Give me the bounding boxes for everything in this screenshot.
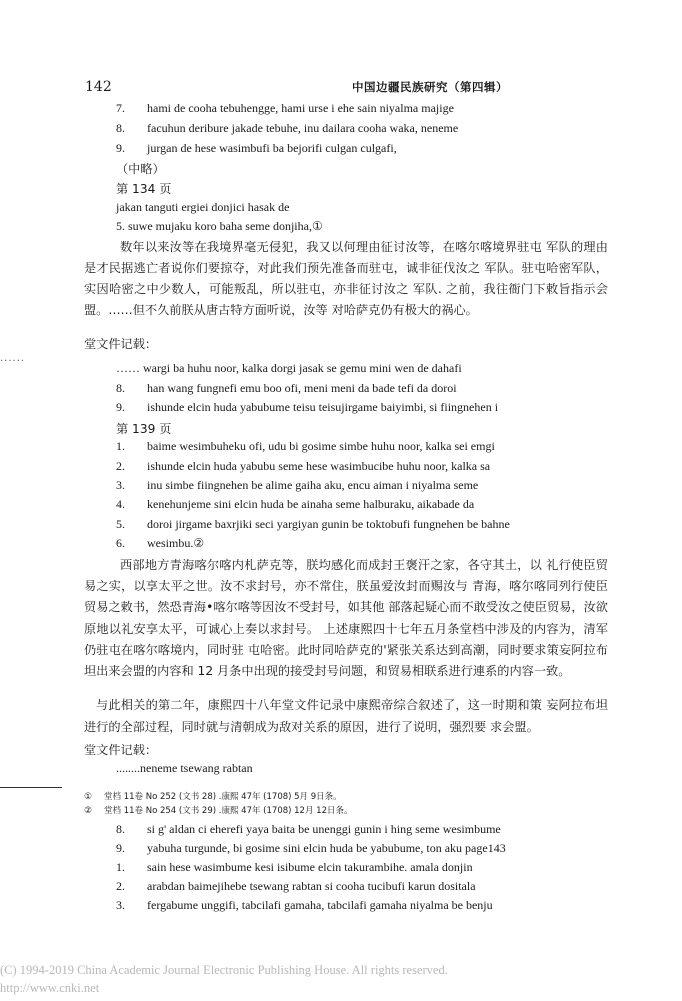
archive-label: 堂文件记载： — [84, 337, 158, 351]
manchu-line: ........neneme tsewang rabtan — [116, 761, 253, 775]
manchu-line: 2. arabdan baimejihebe tsewang rabtan si cooha tucibufi karun dositala — [116, 879, 476, 893]
manchu-line: jakan tanguti ergiei donjici hasak de — [116, 200, 290, 214]
manchu-line: 7. hami de cooha tebuhengge, hami urse i ehe sain niyalma majige — [116, 101, 454, 115]
manchu-line: 8. han wang fungnefi emu boo ofi, meni meni da bade tefi da doroi — [116, 381, 457, 395]
manchu-line: 9. yabuha turgunde, bi gosime sini elcin huda be yabubume, ton aku page143 — [116, 841, 506, 855]
body-paragraph: 与此相关的第二年，康熙四十八年堂文件记录中康熙帝综合叙述了，这一时期和策 妄阿拉布坦进行的全部过程，同时就与清朝成为敌对关系的原因，进行了说明，强烈要 求会盟。 — [84, 698, 608, 734]
body-paragraph: 西部地方青海喀尔喀内札萨克等，朕均感化而成封王褒汗之家，各守其土，以 礼行使臣贸易之实，以享太平之世。汝不求封号，亦不常住，朕虽爱汝封而赐汝与 青海，喀尔喀同列行使臣贸易之敕书，然恐青海•喀尔喀等因汝不受封号，如其他 部落起疑心而不敢受汝之使臣贸易，汝欲原地以礼安享太平，可诚心上奏以求封号。 上述康熙四十七年五月条堂档中涉及的内容为，清军仍驻屯在喀尔喀境内，同时驻 屯哈密。此时同哈萨克的'紧张关系达到高潮，同时要求策妄阿拉布坦出来会盟的内容和 12 月条中出现的接受封号问题，和贸易相联系进行連系的内容一致。 — [84, 558, 608, 679]
manchu-line: 8. si g' aldan ci eherefi yaya baita be unenggi gunin i hing seme wesimbume — [116, 822, 501, 836]
manchu-line: 2. ishunde elcin huda yabubu seme hese wasimbucibe huhu noor, kalka sa — [116, 459, 491, 473]
manchu-line: 3. fergabume unggifi, tabcilafi gamaha, tabcilafi gamaha niyalma be benju — [116, 898, 493, 912]
manchu-line: 3. inu simbe fiingnehen be alime gaiha aku, encu aiman i niyalma seme — [116, 478, 479, 492]
manchu-line: 5. doroi jirgame baxrjiki seci yargiyan gunin be toktobufi fungnehen be bahne — [116, 517, 510, 531]
manchu-line: 1. sain hese wasimbume kesi isibume elcin takurambihe. amala donjin — [116, 860, 473, 874]
footnote: ② 堂档 11卷 No 254 (文书 29) .康熙 47年 (1708) 12月 12日条。 — [84, 806, 353, 816]
omission-note: （中略） — [116, 162, 165, 176]
page-reference: 第 139 页 — [116, 422, 172, 436]
manchu-line: 8. facuhun deribure jakade tebuhe, inu dailara cooha waka, neneme — [116, 121, 459, 135]
manchu-line: 5. suwe mujaku koro baha seme donjiha,① — [116, 219, 323, 233]
manchu-line: 6. wesimbu.② — [116, 536, 205, 550]
margin-mark: ...... — [0, 353, 26, 364]
footnote: ① 堂档 11卷 No 252 (文书 28) .康熙 47年 (1708) 5月 9日条。 — [84, 792, 342, 802]
page-number: 142 — [85, 79, 112, 95]
page-reference: 第 134 页 — [116, 182, 172, 196]
body-paragraph: 数年以来汝等在我境界毫无侵犯，我又以何理由征讨汝等，在喀尔喀境界驻屯 军队的理由是才民据逃亡者说你们要掠夺，对此我们预先准备而驻屯，诚非征伐汝之 军队。驻屯哈密军队，实因哈密之中少数人，可能叛乱，所以驻屯，亦非征讨汝之 军队. 之前，我往衙门下敕旨指示会盟。……但不久前朕从唐古特方面听说，汝等 对哈萨克仍有极大的祸心。 — [84, 240, 608, 317]
manchu-line: 9. jurgan de hese wasimbufi ba bejorifi culgan culgafi, — [116, 141, 397, 155]
copyright-watermark: (C) 1994-2019 China Academic Journal Electronic Publishing House. All rights reserved. — [0, 963, 448, 977]
footnote-rule — [0, 787, 62, 788]
url-watermark: http://www.cnki.net — [0, 981, 100, 995]
manchu-line: …… wargi ba huhu noor, kalka dorgi jasak se gemu mini wen de dahafi — [116, 361, 462, 375]
manchu-line: 9. ishunde elcin huda yabubume teisu teisujirgame baiyimbi, si fiingnehen i — [116, 400, 499, 414]
manchu-line: 1. baime wesimbuheku ofi, udu bi gosime simbe huhu noor, kalka sei emgi — [116, 439, 495, 453]
archive-label: 堂文件记载： — [84, 743, 158, 757]
journal-title: 中国边疆民族研究（第四辑） — [352, 80, 508, 94]
manchu-line: 4. kenehunjeme sini elcin huda be ainaha seme halburaku, aikabade da — [116, 497, 475, 511]
